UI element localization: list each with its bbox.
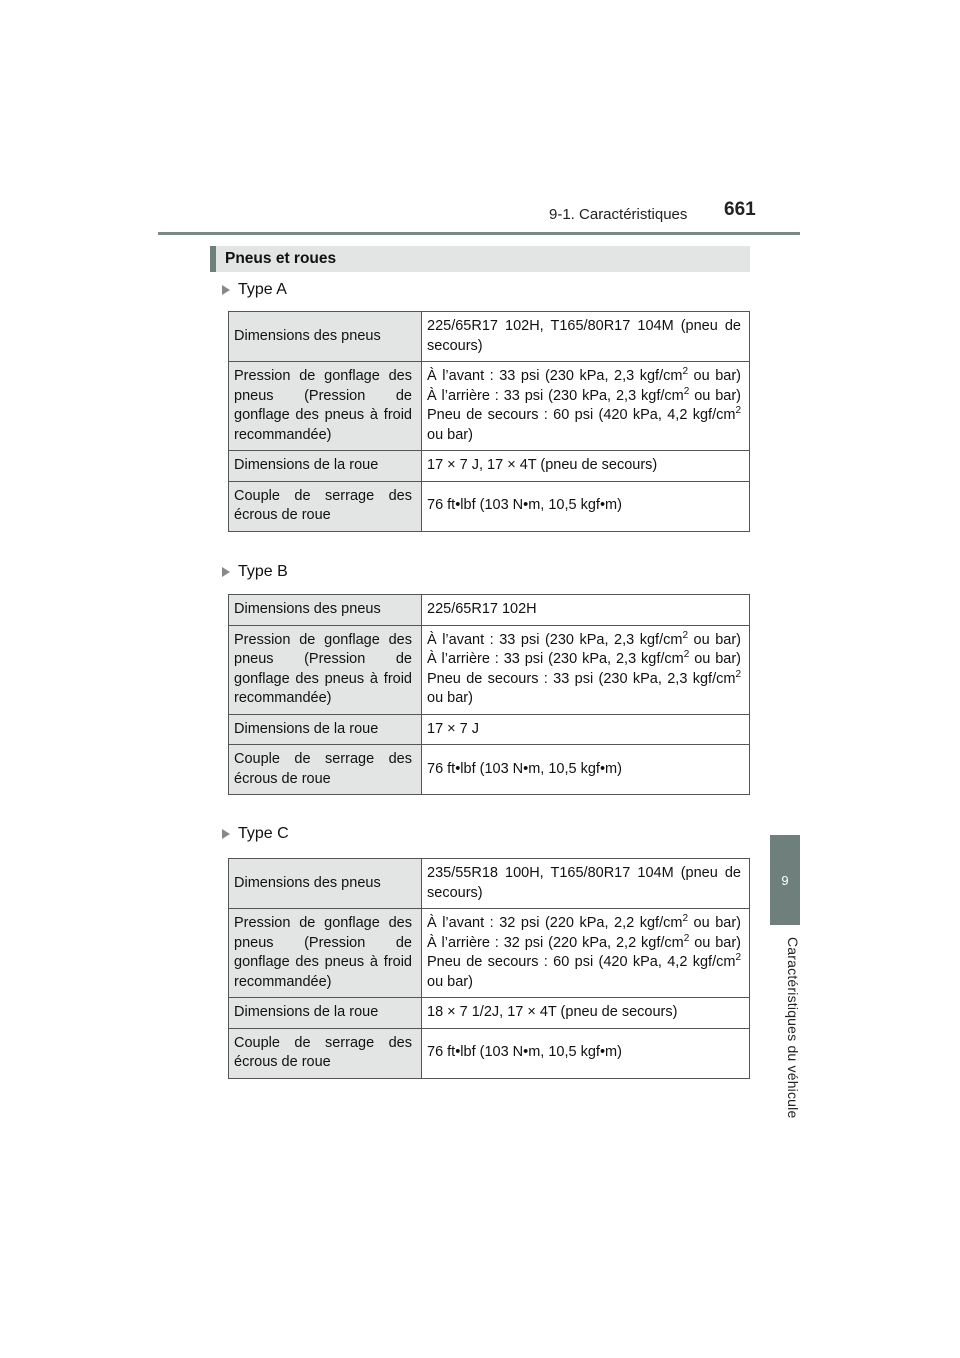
tire-size-label: Dimensions des pneus (229, 312, 422, 362)
torque-value: 76 ft•lbf (103 N•m, 10,5 kgf•m) (422, 1028, 750, 1078)
table-row (229, 998, 750, 1029)
chapter-title: Caractéristiques du véhicule (785, 937, 801, 1119)
tire-size-label: Dimensions des pneus (229, 859, 422, 909)
pressure-front: À l’avant : 32 psi (220 kPa, 2,2 kgf/$cm^2$ ou bar) (427, 913, 741, 931)
table-row (229, 745, 750, 795)
chapter-tab-number: 9 (781, 872, 789, 888)
type-a-label: Type A (238, 281, 287, 298)
pressure-label: Pression de gonflage des pneus (Pression de gonflage des pneus à froid recommandée) (229, 909, 422, 998)
section-title: Pneus et roues (210, 246, 750, 272)
type-c-table (228, 858, 750, 1079)
wheel-size-value: 18 × 7 1/2J, 17 × 4T (pneu de secours) (422, 998, 750, 1029)
type-a-heading (222, 281, 287, 299)
table-row (229, 481, 750, 531)
pressure-value (422, 625, 750, 714)
pressure-value (422, 909, 750, 998)
wheel-size-value: 17 × 7 J (422, 714, 750, 745)
pressure-spare: Pneu de secours : 60 psi (420 kPa, 4,2 kgf/$cm^2$ ou bar) (427, 952, 741, 990)
table-row (229, 625, 750, 714)
pressure-spare: Pneu de secours : 60 psi (420 kPa, 4,2 kgf/$cm^2$ ou bar) (427, 405, 741, 443)
table-row (229, 312, 750, 362)
pressure-rear: À l’arrière : 33 psi (230 kPa, 2,3 kgf/$cm^2$ ou bar) (427, 649, 741, 667)
wheel-size-label: Dimensions de la roue (229, 998, 422, 1029)
type-a-table (228, 311, 750, 532)
torque-label: Couple de serrage des écrous de roue (229, 745, 422, 795)
torque-value: 76 ft•lbf (103 N•m, 10,5 kgf•m) (422, 745, 750, 795)
tire-size-value: 225/65R17 102H (422, 595, 750, 626)
page-number: 661 (724, 199, 756, 220)
type-b-label: Type B (238, 563, 288, 580)
pressure-label: Pression de gonflage des pneus (Pression de gonflage des pneus à froid recommandée) (229, 625, 422, 714)
pressure-value (422, 362, 750, 451)
pressure-rear: À l’arrière : 33 psi (230 kPa, 2,3 kgf/$cm^2$ ou bar) (427, 385, 741, 404)
type-b-heading (222, 563, 288, 581)
torque-label: Couple de serrage des écrous de roue (229, 481, 422, 531)
section-breadcrumb: 9-1. Caractéristiques (549, 206, 688, 223)
table-row (229, 859, 750, 909)
arrow-bullet-icon (222, 285, 230, 295)
arrow-bullet-icon (222, 829, 230, 839)
table-row (229, 362, 750, 451)
pressure-front: À l’avant : 33 psi (230 kPa, 2,3 kgf/$cm^2$ ou bar) (427, 366, 741, 384)
header-divider (158, 232, 800, 235)
type-b-table (228, 594, 750, 795)
pressure-front: À l’avant : 33 psi (230 kPa, 2,3 kgf/$cm^2$ ou bar) (427, 629, 741, 648)
tire-size-value: 235/55R18 100H, T165/80R17 104M (pneu de secours) (422, 859, 750, 909)
wheel-size-label: Dimensions de la roue (229, 451, 422, 482)
table-row (229, 714, 750, 745)
table-row (229, 451, 750, 482)
wheel-size-value: 17 × 7 J, 17 × 4T (pneu de secours) (422, 451, 750, 482)
tire-size-value: 225/65R17 102H, T165/80R17 104M (pneu de secours) (422, 312, 750, 362)
pressure-label: Pression de gonflage des pneus (Pression de gonflage des pneus à froid recommandée) (229, 362, 422, 451)
table-row (229, 1028, 750, 1078)
torque-label: Couple de serrage des écrous de roue (229, 1028, 422, 1078)
table-row (229, 595, 750, 626)
pressure-spare: Pneu de secours : 33 psi (230 kPa, 2,3 kgf/$cm^2$ ou bar) (427, 668, 741, 706)
pressure-rear: À l’arrière : 32 psi (220 kPa, 2,2 kgf/$cm^2$ ou bar) (427, 932, 741, 951)
tire-size-label: Dimensions des pneus (229, 595, 422, 626)
arrow-bullet-icon (222, 567, 230, 577)
table-row (229, 909, 750, 998)
type-c-heading (222, 825, 289, 843)
torque-value: 76 ft•lbf (103 N•m, 10,5 kgf•m) (422, 481, 750, 531)
type-c-label: Type C (238, 825, 289, 842)
wheel-size-label: Dimensions de la roue (229, 714, 422, 745)
chapter-tab[interactable] (770, 835, 800, 925)
